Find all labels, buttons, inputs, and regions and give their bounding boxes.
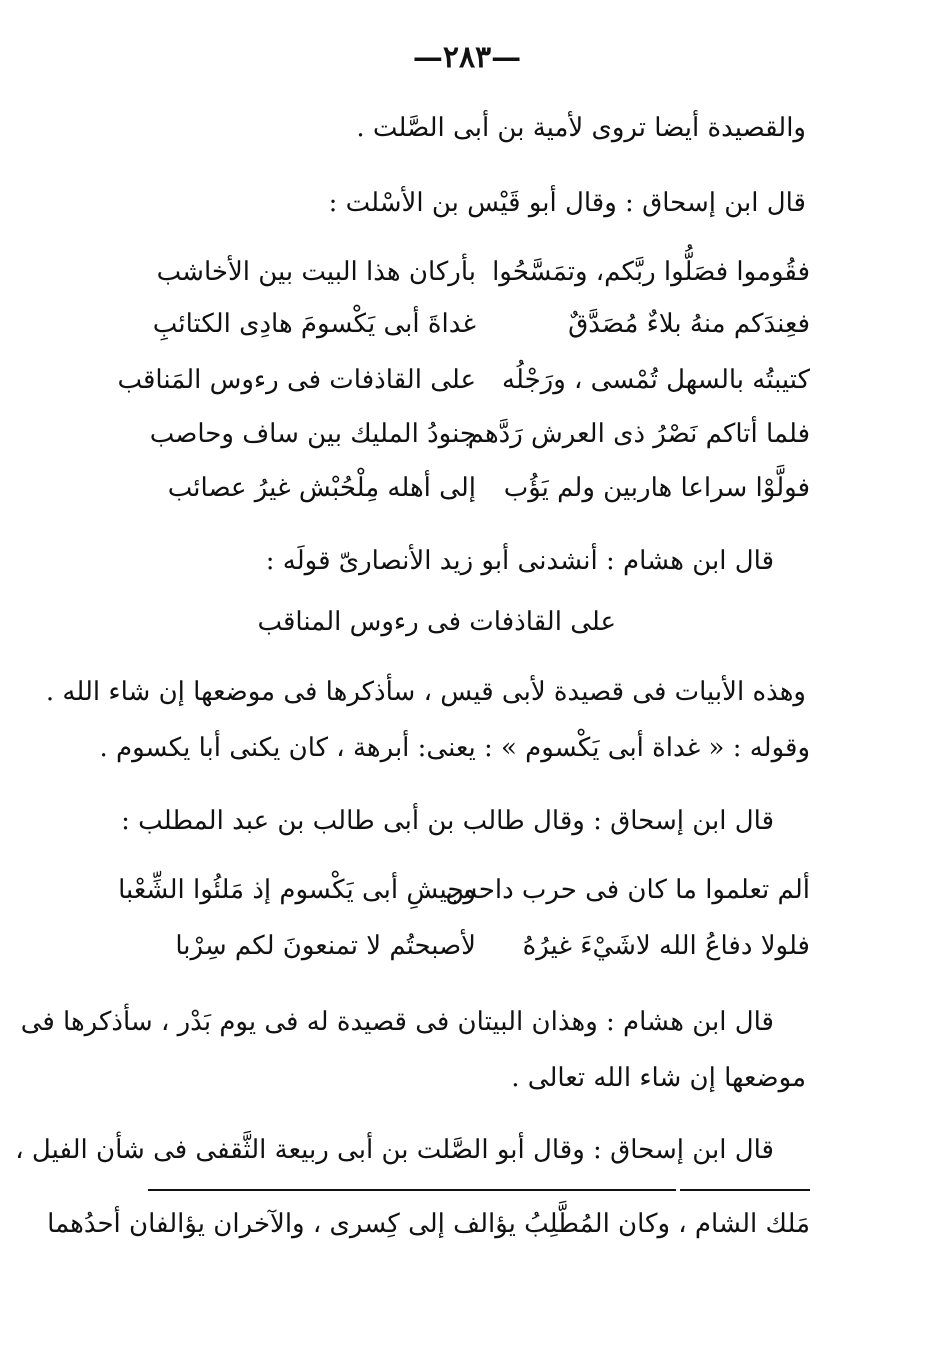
verse-5-hemistich-1: فولَّوْا سراعا هاربين ولم يَؤُب: [503, 473, 810, 503]
note-ibn-hisham-2: قال ابن هشام : وهذان البيتان فى قصيدة له فى يوم بَدْر ، سأذكرها فى: [20, 1007, 774, 1037]
page-number: —٢٨٣—: [412, 40, 522, 75]
verse-3-hemistich-1: كتيبتُه بالسهل تُمْسى ، ورَجْلُه: [502, 365, 810, 395]
verse-3-hemistich-2: على القاذفات فى رءوس المَناقب: [117, 365, 476, 395]
heading-talib: قال ابن إسحاق : وقال طالب بن أبى طالب بن عبد المطلب :: [121, 806, 774, 836]
paragraph-attribution: والقصيدة أيضا تروى لأمية بن أبى الصَّلت .: [356, 113, 806, 143]
verse-talib-2-hemistich-2: لأصبحتُم لا تمنعونَ لكم سِرْبا: [175, 931, 476, 961]
verse-1-hemistich-1: فقُوموا فصَلُّوا ربَّكم، وتمَسَّحُوا: [492, 257, 810, 287]
paragraph-abu-qays-note: وهذه الأبيات فى قصيدة لأبى قيس ، سأذكرها فى موضعها إن شاء الله .: [45, 677, 806, 707]
footnote-text: مَلك الشام ، وكان المُطَّلِبُ يؤالف إلى كِسرى ، والآخران يؤالفان أحدُهما: [47, 1209, 810, 1239]
note-ibn-hisham-1: قال ابن هشام : أنشدنى أبو زيد الأنصارىّ قولَه :: [265, 546, 774, 576]
note-ibn-hisham-2-cont: موضعها إن شاء الله تعالى .: [511, 1063, 806, 1093]
verse-4-hemistich-2: جنودُ المليك بين ساف وحاصب: [149, 419, 476, 449]
heading-abu-salt: قال ابن إسحاق : وقال أبو الصَّلت بن أبى ربيعة الثَّقفى فى شأن الفيل ،: [15, 1135, 774, 1165]
verse-talib-1-hemistich-2: وجيشِ أبى يَكْسوم إذ مَلئُوا الشِّعْبا: [118, 875, 476, 905]
heading-abu-qays: قال ابن إسحاق : وقال أبو قَيْس بن الأسْلت :: [328, 188, 806, 218]
footnote-divider-right: [680, 1189, 810, 1191]
verse-2-hemistich-1: فعِندَكم منهُ بلاءٌ مُصَدَّقٌ: [568, 309, 810, 339]
verse-5-hemistich-2: إلى أهله مِلْحُبْش غيرُ عصائب: [167, 473, 476, 503]
verse-4-hemistich-1: فلما أتاكم نَصْرُ ذى العرش رَدَّهم: [467, 419, 810, 449]
verse-talib-1-hemistich-1: ألم تعلموا ما كان فى حرب داحس: [445, 875, 810, 905]
footnote-divider-left: [148, 1189, 676, 1191]
quoted-hemistich: على القاذفات فى رءوس المناقب: [257, 607, 616, 637]
verse-talib-2-hemistich-1: فلولا دفاعُ الله لاشَيْءَ غيرُهُ: [522, 931, 810, 961]
verse-1-hemistich-2: بأركان هذا البيت بين الأخاشب: [156, 257, 476, 287]
paragraph-abu-yaksum: وقوله : « غداة أبى يَكْسوم » : يعنى: أبرهة ، كان يكنى أبا يكسوم .: [99, 733, 810, 763]
verse-2-hemistich-2: غداةَ أبى يَكْسومَ هادِى الكتائبِ: [152, 309, 476, 339]
